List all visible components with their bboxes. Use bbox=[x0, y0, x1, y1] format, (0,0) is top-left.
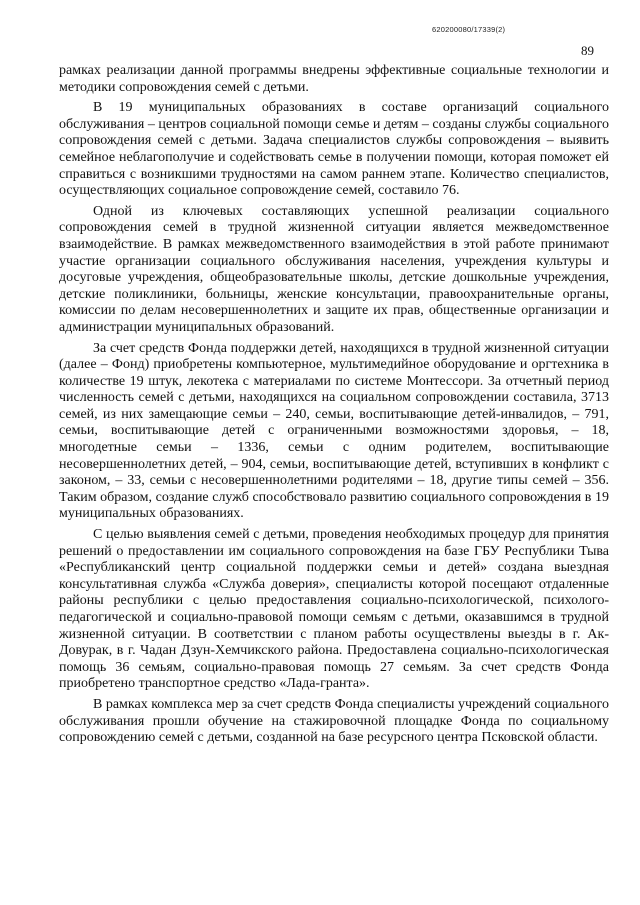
page-number: 89 bbox=[581, 43, 594, 58]
paragraph: В рамках комплекса мер за счет средств Фонда специалисты учреждений социального обслуживания прошли обучение на стажировочной площадке Фонда по социальному сопровождению семей с детьми, созданной на базе ресурсного центра Псковской области. bbox=[59, 696, 609, 746]
document-body bbox=[59, 63, 609, 751]
document-id: 620200080/17339(2) bbox=[432, 25, 506, 34]
paragraph: Одной из ключевых составляющих успешной реализации социального сопровождения семей в трудной жизненной ситуации является межведомственное взаимодействие. В рамках межведомственного взаимодействия в этой работе принимают участие организации социального обслуживания населения, учреждения культуры и досуговые учреждения, общеобразовательные школы, детские дошкольные учреждения, детские поликлиники, больницы, женские консультации, правоохранительные органы, комиссии по делам несовершеннолетних и защите их прав, общественные организации и администрации муниципальных образований. bbox=[59, 203, 609, 335]
paragraph: В 19 муниципальных образованиях в составе организаций социального обслуживания – центров социальной помощи семье и детям – созданы службы социального сопровождения семей с детьми. Задача специалистов службы сопровождения – выявить семейное неблагополучие и содействовать семье в получении помощи, которая поможет ей справиться с возникшими трудностями на самом раннем этапе. Количество специалистов, осуществляющих социальное сопровождение семей, составило 76. bbox=[59, 100, 609, 199]
paragraph: С целью выявления семей с детьми, проведения необходимых процедур для принятия решений о предоставлении им социального сопровождения на базе ГБУ Республики Тыва «Республиканский центр социальной поддержки семьи и детей» создана выездная консультативная служба «Служба доверия», специалисты которой посещают отдаленные районы республики с целью предоставления социально-психологической, психолого-педагогической и социально-правовой помощи семьям с детьми, оказавшимся в трудной жизненной ситуации. В соответствии с планом работы осуществлены выезды в г. Ак-Довурак, в г. Чадан Дзун-Хемчикского района. Предоставлена социально-психологическая помощь 36 семьям, социально-правовая помощь 27 семьям. За счет средств Фонда приобретено транспортное средство «Лада-гранта». bbox=[59, 527, 609, 692]
paragraph: За счет средств Фонда поддержки детей, находящихся в трудной жизненной ситуации (далее – Фонд) приобретены компьютерное, мультимедийное оборудование и оргтехника в количестве 19 штук, лекотека с материалами по системе Монтессори. За отчетный период численность семей с детьми, находящихся на социальном сопровождении составила, 3713 семей, из них замещающие семьи – 240, семьи, воспитывающие детей-инвалидов, – 791, семьи, воспитывающие детей с ограниченными возможностями здоровья, – 18, многодетные семьи – 1336, семьи с одним родителем, воспитывающие несовершеннолетних детей, – 904, семьи, воспитывающие детей, вступивших в конфликт с законом, – 33, семьи с несовершеннолетними родителями – 18, другие типы семей – 356. Таким образом, создание служб способствовало развитию социального сопровождения в 19 муниципальных образованиях. bbox=[59, 340, 609, 522]
paragraph: рамках реализации данной программы внедрены эффективные социальные технологии и методики сопровождения семей с детьми. bbox=[59, 63, 609, 95]
